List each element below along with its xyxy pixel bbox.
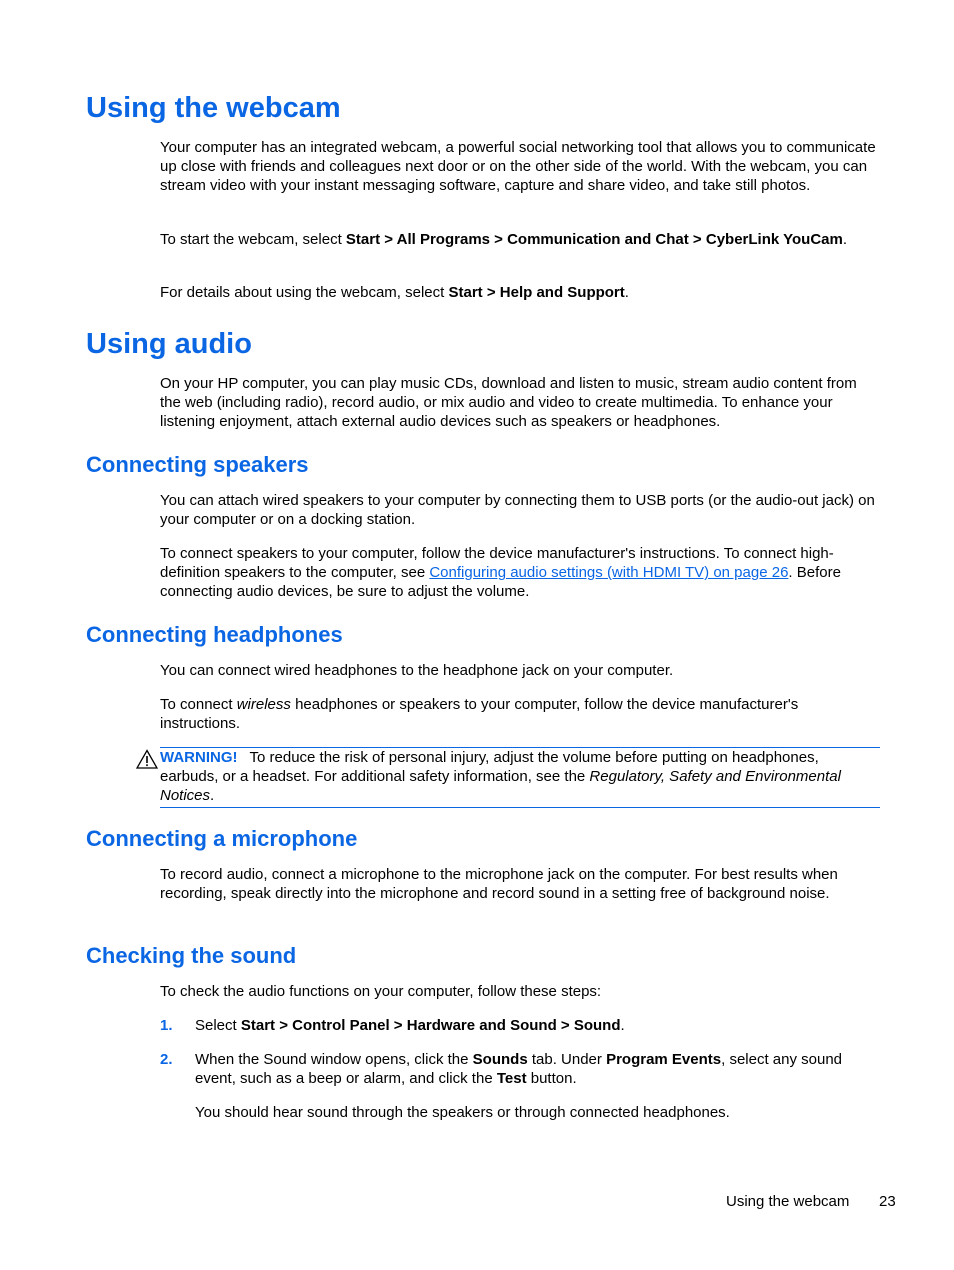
text: For details about using the webcam, select <box>160 284 449 301</box>
step-2-note: You should hear sound through the speakers or through connected headphones. <box>195 1104 730 1121</box>
text: , select any sound event, such as a beep or alarm, and click the <box>195 1051 843 1088</box>
text: Select <box>195 1017 241 1034</box>
step-1-number: 1. <box>160 1017 173 1034</box>
text: tab. Under <box>527 1051 607 1068</box>
speakers-paragraph-2 <box>160 544 880 602</box>
text: headphones or speakers to your computer, follow the device manufacturer's instructions. <box>160 696 799 733</box>
webcam-paragraph-1: Your computer has an integrated webcam, a powerful social networking tool that allows you to communicate up close with friends and colleagues next door or on the other side of the world. With the webcam, you can stream video with your instant messaging software, capture and share video, and take still photos. <box>160 139 876 195</box>
step-1-text <box>195 1016 880 1035</box>
ui-term: Sounds <box>472 1051 528 1068</box>
text: To connect speakers to your computer, follow the device manufacturer's instructions. To connect high-definition speakers to the computer, see <box>160 545 834 582</box>
headphones-paragraph-1: You can connect wired headphones to the headphone jack on your computer. <box>160 662 674 679</box>
text: . <box>624 284 629 301</box>
warning-label: WARNING! <box>160 749 238 766</box>
text: To connect <box>160 696 237 713</box>
document-title: Regulatory, Safety and Environmental Notices <box>160 768 841 805</box>
heading-connecting-speakers: Connecting speakers <box>86 452 309 477</box>
menu-path: Start > All Programs > Communication and Chat > CyberLink YouCam <box>345 231 843 248</box>
text: . Before connecting audio devices, be sure to adjust the volume. <box>160 564 841 601</box>
step-2-number: 2. <box>160 1051 173 1068</box>
text: button. <box>526 1070 577 1088</box>
ui-term: Test <box>496 1070 527 1088</box>
text: To reduce the risk of personal injury, adjust the volume before putting on headphones, earbuds, or a headset. For additional safety information, see the <box>160 749 819 786</box>
heading-checking-sound: Checking the sound <box>86 943 297 968</box>
text: . <box>842 231 848 248</box>
menu-path: Start > Control Panel > Hardware and Sound > Sound <box>240 1017 621 1034</box>
text: To start the webcam, select <box>160 231 346 248</box>
footer-page-number: 23 <box>879 1193 896 1210</box>
webcam-paragraph-2 <box>160 230 880 249</box>
text: . <box>620 1017 625 1034</box>
emphasis: wireless <box>236 696 291 713</box>
step-2-text <box>195 1050 880 1088</box>
sound-intro: To check the audio functions on your computer, follow these steps: <box>160 983 602 1000</box>
speakers-paragraph-1: You can attach wired speakers to your computer by connecting them to USB ports (or the audio-out jack) on your computer or on a docking station. <box>160 492 875 529</box>
heading-using-webcam: Using the webcam <box>86 92 341 124</box>
ui-term: Program Events <box>606 1051 722 1068</box>
webcam-paragraph-3 <box>160 283 880 302</box>
hdmi-audio-settings-link[interactable]: Configuring audio settings (with HDMI TV) on page 26 <box>429 564 789 582</box>
warning-text <box>160 748 880 806</box>
menu-path: Start > Help and Support <box>448 284 625 301</box>
warning-triangle-icon <box>136 749 158 769</box>
text: When the Sound window opens, click the <box>195 1051 473 1068</box>
microphone-paragraph-1: To record audio, connect a microphone to the microphone jack on the computer. For best results when recording, speak directly into the microphone and record sound in a setting free of background noise. <box>160 866 838 903</box>
heading-connecting-microphone: Connecting a microphone <box>86 826 358 851</box>
heading-using-audio: Using audio <box>86 328 252 360</box>
audio-paragraph-1: On your HP computer, you can play music CDs, download and listen to music, stream audio content from the web (including radio), record audio, or mix audio and video to create multimedia. To enhance your listening enjoyment, attach external audio devices such as speakers or headphones. <box>160 375 857 431</box>
headphones-paragraph-2 <box>160 695 880 733</box>
text: . <box>210 787 215 805</box>
heading-connecting-headphones: Connecting headphones <box>86 622 343 647</box>
footer-section-title: Using the webcam <box>726 1193 850 1210</box>
